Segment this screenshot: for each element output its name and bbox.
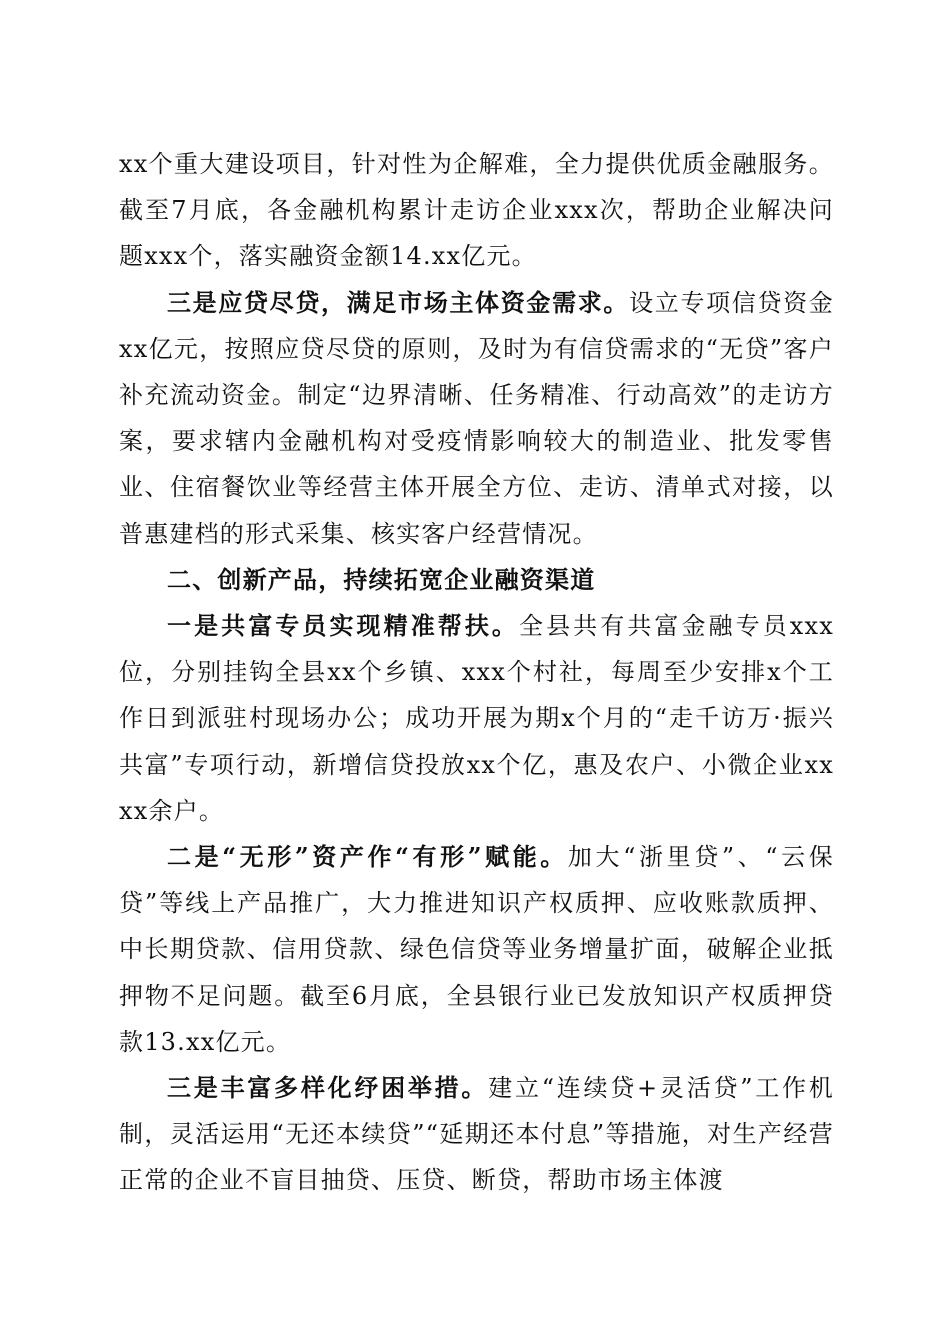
paragraph-body: 全县共有共富金融专员xxx位，分别挂钩全县xx个乡镇、xxx个村社，每周至少安排x个工作日到派驻村现场办公；成功开展为期x个月的“走千访万·振兴共富”专项行动，新增信贷投放xx个亿，惠及农户、小微企业xxxx余户。 — [119, 612, 834, 825]
document-body — [119, 141, 834, 1204]
paragraph-item — [119, 603, 834, 834]
paragraph-item — [119, 834, 834, 1065]
paragraph-item — [119, 1065, 834, 1204]
paragraph-item — [119, 280, 834, 557]
paragraph-lead: 一是共富专员实现精准帮扶。 — [167, 611, 520, 641]
paragraph-body: 设立专项信贷资金xx亿元，按照应贷尽贷的原则，及时为有信贷需求的“无贷”客户补充流动资金。制定“边界清晰、任务精准、行动高效”的走访方案，要求辖内金融机构对受疫情影响较大的制造业、批发零售业、住宿餐饮业等经营主体开展全方位、走访、清单式对接，以普惠建档的形式采集、核实客户经营情况。 — [119, 288, 834, 548]
paragraph-body: 建立“连续贷+灵活贷”工作机制，灵活运用“无还本续贷”“延期还本付息”等措施，对生产经营正常的企业不盲目抽贷、压贷、断贷，帮助市场主体渡 — [119, 1074, 834, 1195]
paragraph-continuation — [119, 141, 834, 280]
section-heading: 二、创新产品，持续拓宽企业融资渠道 — [167, 565, 596, 594]
paragraph-body: xx个重大建设项目，针对性为企解难，全力提供优质金融服务。截至7月底，各金融机构累计走访企业xxx次，帮助企业解决问题xxx个，落实融资金额14.xx亿元。 — [119, 150, 834, 271]
paragraph-lead: 三是丰富多样化纾困举措。 — [167, 1073, 489, 1103]
paragraph-lead: 三是应贷尽贷，满足市场主体资金需求。 — [167, 287, 630, 317]
paragraph-body: 加大“浙里贷”、“云保贷”等线上产品推广，大力推进知识产权质押、应收账款质押、中长期贷款、信用贷款、绿色信贷等业务增量扩面，破解企业抵押物不足问题。截至6月底，全县银行业已发放知识产权质押贷款13.xx亿元。 — [119, 843, 834, 1056]
paragraph-lead: 二是“无形”资产作“有形”赋能。 — [167, 842, 568, 872]
